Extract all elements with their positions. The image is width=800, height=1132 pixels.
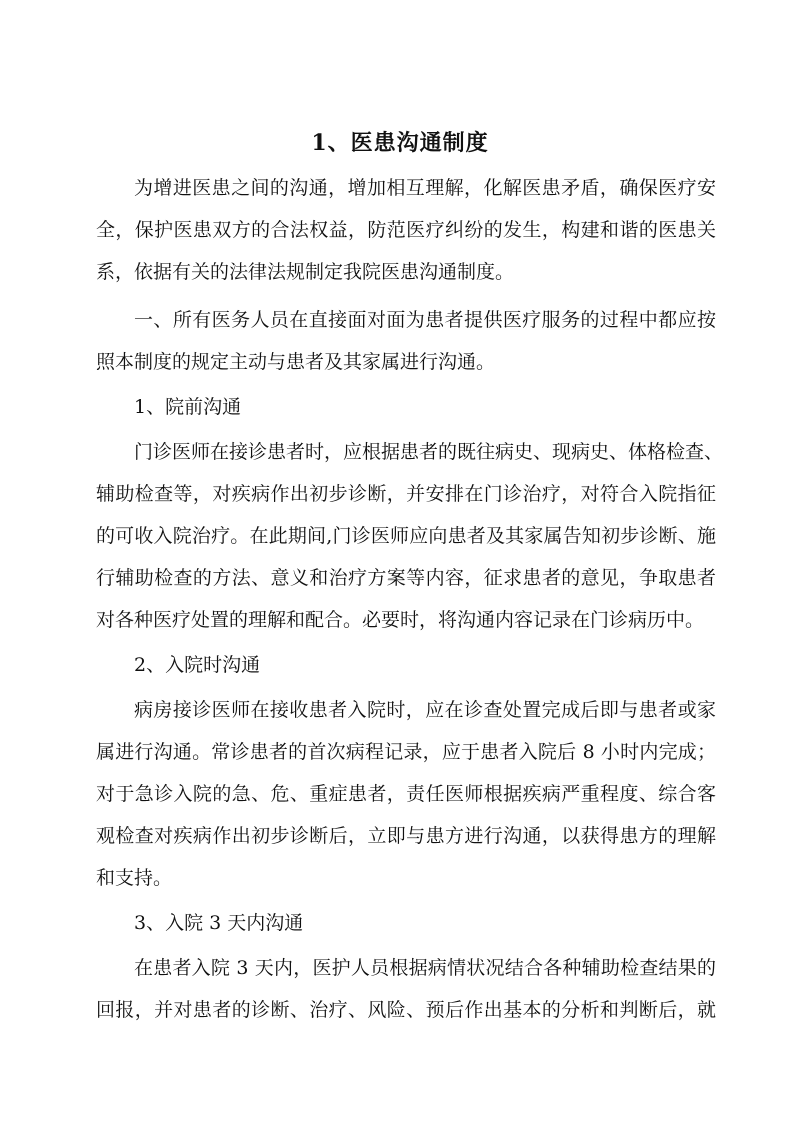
paragraph-line: 观检查对疾病作出初步诊断后，立即与患方进行沟通，以获得患方的理解 (96, 825, 716, 847)
paragraph-line: 系，依据有关的法律法规制定我院医患沟通制度。 (96, 261, 515, 283)
paragraph-line: 全，保护医患双方的合法权益，防范医疗纠纷的发生，构建和谐的医患关 (96, 219, 716, 241)
paragraph-line: 门诊医师在接诊患者时，应根据患者的既往病史、现病史、体格检查、 (134, 441, 724, 463)
paragraph-line: 一、所有医务人员在直接面对面为患者提供医疗服务的过程中都应按 (134, 309, 716, 331)
section-heading: 2、入院时沟通 (134, 654, 261, 676)
paragraph-line: 行辅助检查的方法、意义和治疗方案等内容，征求患者的意见，争取患者 (96, 567, 716, 589)
paragraph-line: 对于急诊入院的急、危、重症患者，责任医师根据疾病严重程度、综合客 (96, 783, 716, 805)
paragraph-line: 的可收入院治疗。在此期间,门诊医师应向患者及其家属告知初步诊断、施 (96, 525, 716, 547)
paragraph-line: 和支持。 (96, 867, 173, 889)
document-title: 1、医患沟通制度 (311, 130, 489, 156)
paragraph-line: 回报，并对患者的诊断、治疗、风险、预后作出基本的分析和判断后，就 (96, 999, 716, 1021)
section-heading: 3、入院 3 天内沟通 (134, 912, 304, 934)
paragraph-line: 对各种医疗处置的理解和配合。必要时，将沟通内容记录在门诊病历中。 (96, 609, 705, 631)
section-heading: 1、院前沟通 (134, 396, 242, 418)
paragraph-line: 病房接诊医师在接收患者入院时，应在诊查处置完成后即与患者或家 (134, 699, 716, 721)
paragraph-line: 属进行沟通。常诊患者的首次病程记录，应于患者入院后 8 小时内完成； (96, 741, 716, 763)
paragraph-line: 照本制度的规定主动与患者及其家属进行沟通。 (96, 351, 496, 373)
paragraph-line: 在患者入院 3 天内，医护人员根据病情状况结合各种辅助检查结果的 (134, 957, 716, 979)
paragraph-line: 为增进医患之间的沟通，增加相互理解，化解医患矛盾，确保医疗安 (134, 177, 716, 199)
paragraph-line: 辅助检查等，对疾病作出初步诊断，并安排在门诊治疗，对符合入院指征 (96, 483, 716, 505)
